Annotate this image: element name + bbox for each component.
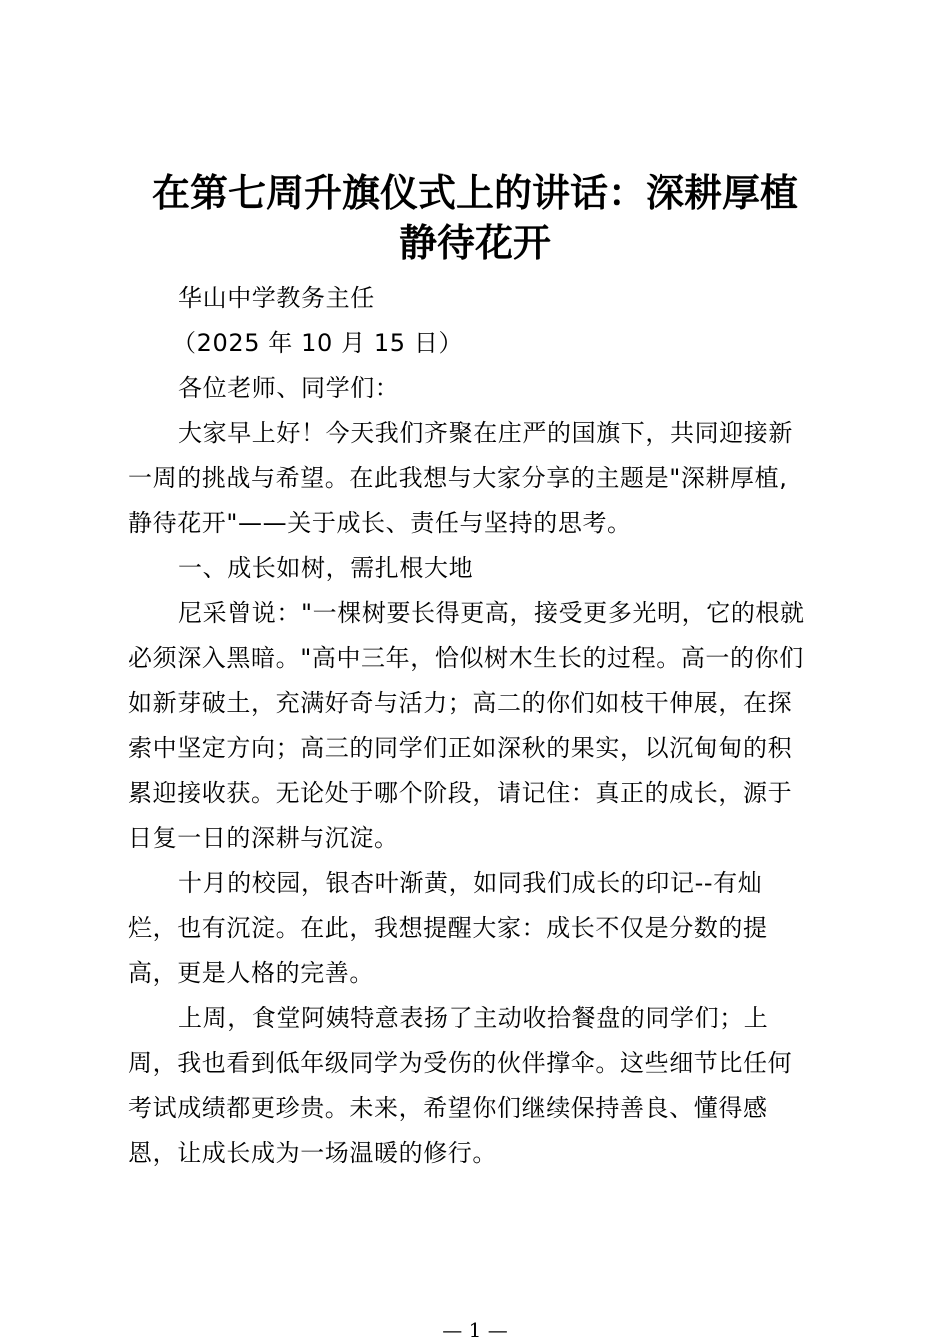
text-line: 烂，也有沉淀。在此，我想提醒大家：成长不仅是分数的提 [128,914,768,942]
document-title [0,168,950,268]
title-line: 静待花开 [398,220,551,265]
document-body [128,276,848,1176]
paragraph [128,861,848,996]
paragraph [128,591,848,861]
text-line: 如新芽破土，充满好奇与活力；高二的你们如枝干伸展，在探 [128,689,793,717]
paragraph [128,996,848,1176]
paragraphs [128,411,848,1176]
text-line: 索中坚定方向；高三的同学们正如深秋的果实，以沉甸甸的积 [128,734,793,762]
text-line: 周，我也看到低年级同学为受伤的伙伴撑伞。这些细节比任何 [128,1049,793,1077]
text-line: 静待花开"——关于成长、责任与坚持的思考。 [128,509,632,537]
date-line: （2025 年 10 月 15 日） [172,329,464,357]
text-line: 必须深入黑暗。"高中三年，恰似树木生长的过程。高一的你们 [128,644,804,672]
text-line: 恩，让成长成为一场温暖的修行。 [128,1139,497,1167]
paragraph [128,411,848,546]
page-number: — 1 — [442,1318,508,1342]
text-line: 高，更是人格的完善。 [128,959,374,987]
greeting: 各位老师、同学们： [178,374,400,402]
text-line: 十月的校园，银杏叶渐黄，如同我们成长的印记--有灿 [178,869,763,897]
author-line: 华山中学教务主任 [178,284,375,312]
section-heading [128,546,848,591]
text-line: 大家早上好！今天我们齐聚在庄严的国旗下，共同迎接新 [178,419,793,447]
text-line: 一周的挑战与希望。在此我想与大家分享的主题是"深耕厚植, [128,464,788,492]
text-line: 一、成长如树，需扎根大地 [178,554,474,582]
text-line: 尼采曾说："一棵树要长得更高，接受更多光明，它的根就 [178,599,805,627]
text-line: 上周，食堂阿姨特意表扬了主动收拾餐盘的同学们；上 [178,1004,769,1032]
text-line: 累迎接收获。无论处于哪个阶段，请记住：真正的成长，源于 [128,779,793,807]
text-line: 考试成绩都更珍贵。未来，希望你们继续保持善良、懂得感 [128,1094,768,1122]
title-line: 在第七周升旗仪式上的讲话：深耕厚植 [151,170,798,215]
text-line: 日复一日的深耕与沉淀。 [128,824,399,852]
